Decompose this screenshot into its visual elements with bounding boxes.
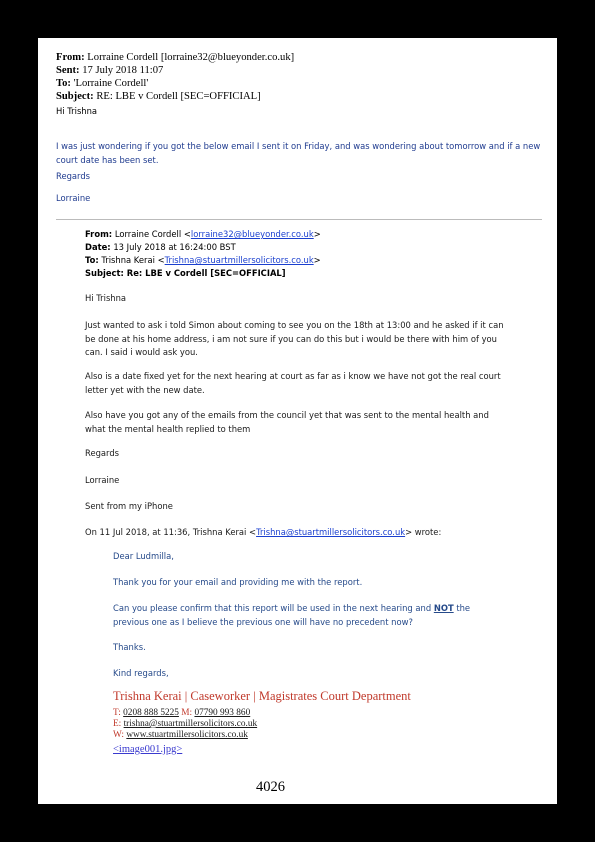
outer-from-label: From: [56,52,85,63]
inner-from-line [85,229,321,239]
inner-paragraph-3 [85,409,489,436]
outer-sent-label: Sent: [56,65,80,76]
outer-signoff-name: Lorraine [56,193,91,203]
outer-from-value: Lorraine Cordell [lorraine32@blueyonder.co.uk] [87,52,295,63]
inner-to-line [85,255,321,265]
outer-to-value: 'Lorraine Cordell' [73,78,149,89]
inner-date-value: 13 July 2018 at 16:24:00 BST [113,242,236,252]
signature-email-line [113,719,257,729]
outer-from-line [56,52,294,63]
quoted-question-line-1 [113,602,470,616]
outer-body [56,140,540,167]
inner-greeting: Hi Trishna [85,293,127,303]
inner-subject: Subject: Re: LBE v Cordell [SEC=OFFICIAL] [85,268,286,278]
inner-to-name: Trishna Kerai < [101,255,165,265]
signature-web-line [113,730,248,740]
quoted-question-text: the [453,603,471,613]
inner-paragraph-line: Also is a date fixed yet for the next hearing at court as far as i know we have not got the real court [85,371,501,381]
outer-sent-value: 17 July 2018 11:07 [82,65,164,76]
sent-from-iphone: Sent from my iPhone [85,501,173,511]
inner-to-email-link[interactable]: Trishna@stuartmillersolicitors.co.uk [164,255,314,265]
inner-from-name: Lorraine Cordell < [114,229,191,239]
signature-title: Trishna Kerai | Caseworker | Magistrates Court Department [113,689,411,703]
outer-sent-line [56,65,163,76]
inner-date-label: Date: [85,242,111,252]
image-attachment-link[interactable]: <image001.jpg> [113,744,183,755]
page-number: 4026 [256,779,285,795]
inner-to-close: > [313,255,321,265]
outer-body-line: court date has been set. [56,154,159,165]
inner-paragraph-1 [85,319,504,360]
signature-website-link[interactable]: www.stuartmillersolicitors.co.uk [126,730,248,740]
quoted-thanks-line: Thank you for your email and providing me with the report. [113,577,363,587]
inner-paragraph-line: can. I said i would ask you. [85,347,198,357]
signature-phone-line [113,708,250,718]
signature-t-label: T: [113,708,121,718]
inner-to-label: To: [85,255,99,265]
inner-signoff-name: Lorraine [85,475,120,485]
quote-intro-prefix: On 11 Jul 2018, at 11:36, Trishna Kerai < [85,527,257,537]
inner-paragraph-line: be done at his home address, i am not sure if you can do this but i would be there with him of you [85,333,497,344]
signature-w-label: W: [113,730,125,740]
inner-from-close: > [313,229,321,239]
outer-regards: Regards [56,171,91,181]
inner-from-email-link[interactable]: lorraine32@blueyonder.co.uk [190,229,314,239]
quoted-salutation: Dear Ludmilla, [113,551,174,561]
quoted-question-text: Can you please confirm that this report will be used in the next hearing and [113,603,434,613]
quoted-kind-regards: Kind regards, [113,668,169,678]
outer-to-label: To: [56,78,71,89]
quoted-question-line-2: previous one as I believe the previous one will have no precedent now? [113,616,413,627]
quoted-thanks: Thanks. [113,642,146,652]
outer-subject-line [56,91,261,102]
quoted-question [113,602,470,629]
quote-intro-line [85,527,441,537]
document-page [38,38,557,804]
outer-subject-value: RE: LBE v Cordell [SEC=OFFICIAL] [96,91,261,102]
outer-to-line [56,78,148,89]
quote-intro-email-link[interactable]: Trishna@stuartmillersolicitors.co.uk [256,527,406,537]
divider [56,219,542,220]
outer-greeting: Hi Trishna [56,106,98,116]
signature-email-link[interactable]: trishna@stuartmillersolicitors.co.uk [123,719,258,729]
inner-regards: Regards [85,448,120,458]
signature-mobile[interactable]: 07790 993 860 [194,708,251,718]
signature-m-label: M: [181,708,193,718]
inner-paragraph-2 [85,370,501,397]
inner-from-label: From: [85,229,113,239]
inner-paragraph-line: what the mental health replied to them [85,423,251,434]
inner-paragraph-line: letter yet with the new date. [85,384,205,395]
inner-paragraph-line: Just wanted to ask i told Simon about coming to see you on the 18th at 13:00 and he asked if it can [85,320,504,330]
signature-phone[interactable]: 0208 888 5225 [123,708,179,718]
quoted-not-emphasis: NOT [433,603,454,613]
inner-date-line [85,242,236,252]
signature-e-label: E: [113,719,122,729]
quote-intro-suffix: > wrote: [405,527,442,537]
outer-body-line: I was just wondering if you got the below email I sent it on Friday, and was wondering about tomorrow and if a new [56,141,541,151]
outer-subject-label: Subject: [56,91,94,102]
inner-paragraph-line: Also have you got any of the emails from the council yet that was sent to the mental health and [85,410,489,420]
